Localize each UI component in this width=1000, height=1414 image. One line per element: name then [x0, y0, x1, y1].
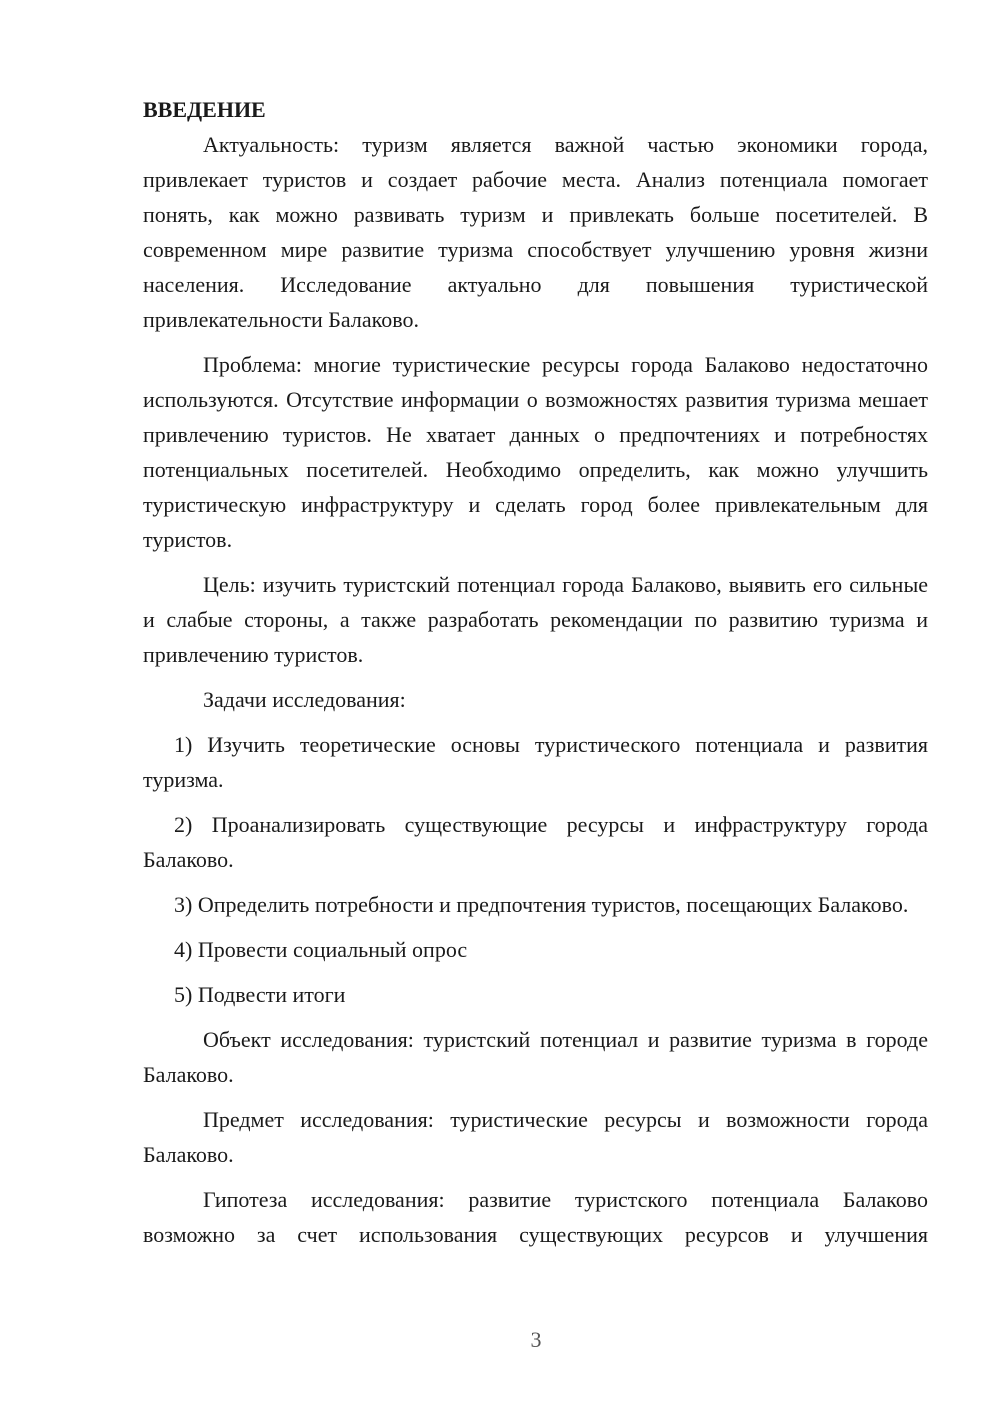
subject-paragraph: Предмет исследования: туристические ресурсы и возможности города Балаково.	[143, 1107, 928, 1167]
task-item-4: 4) Провести социальный опрос	[174, 937, 468, 962]
tasks-heading: Задачи исследования:	[203, 687, 406, 712]
document-page	[143, 92, 928, 1252]
problem-paragraph: Проблема: многие туристические ресурсы города Балаково недостаточно используются. Отсутствие информации о возможностях развития туризма мешает привлечению туристов. Не хватает данных о предпочтениях и потребностях потенциальных посетителей. Необходимо определить, как можно улучшить туристическую инфраструктуру и сделать город более привлекательным для туристов.	[143, 352, 928, 552]
task-item-3: 3) Определить потребности и предпочтения туристов, посещающих Балаково.	[174, 892, 909, 917]
section-title: ВВЕДЕНИЕ	[143, 97, 266, 122]
hypothesis-paragraph: Гипотеза исследования: развитие туристского потенциала Балаково возможно за счет использования существующих ресурсов и улучшения	[143, 1187, 928, 1247]
page-number: 3	[530, 1327, 542, 1352]
task-item-2: 2) Проанализировать существующие ресурсы и инфраструктуру города Балаково.	[143, 812, 928, 872]
goal-paragraph: Цель: изучить туристский потенциал города Балаково, выявить его сильные и слабые стороны, а также разработать рекомендации по развитию туризма и привлечению туристов.	[143, 572, 928, 667]
task-item-1: 1) Изучить теоретические основы туристического потенциала и развития туризма.	[143, 732, 928, 792]
object-paragraph: Объект исследования: туристский потенциал и развитие туризма в городе Балаково.	[143, 1027, 928, 1087]
task-item-5: 5) Подвести итоги	[174, 982, 346, 1007]
relevance-paragraph: Актуальность: туризм является важной частью экономики города, привлекает туристов и создает рабочие места. Анализ потенциала помогает понять, как можно развивать туризм и привлекать больше посетителей. В современном мире развитие туризма способствует улучшению уровня жизни населения. Исследование актуально для повышения туристической привлекательности Балаково.	[143, 132, 928, 332]
